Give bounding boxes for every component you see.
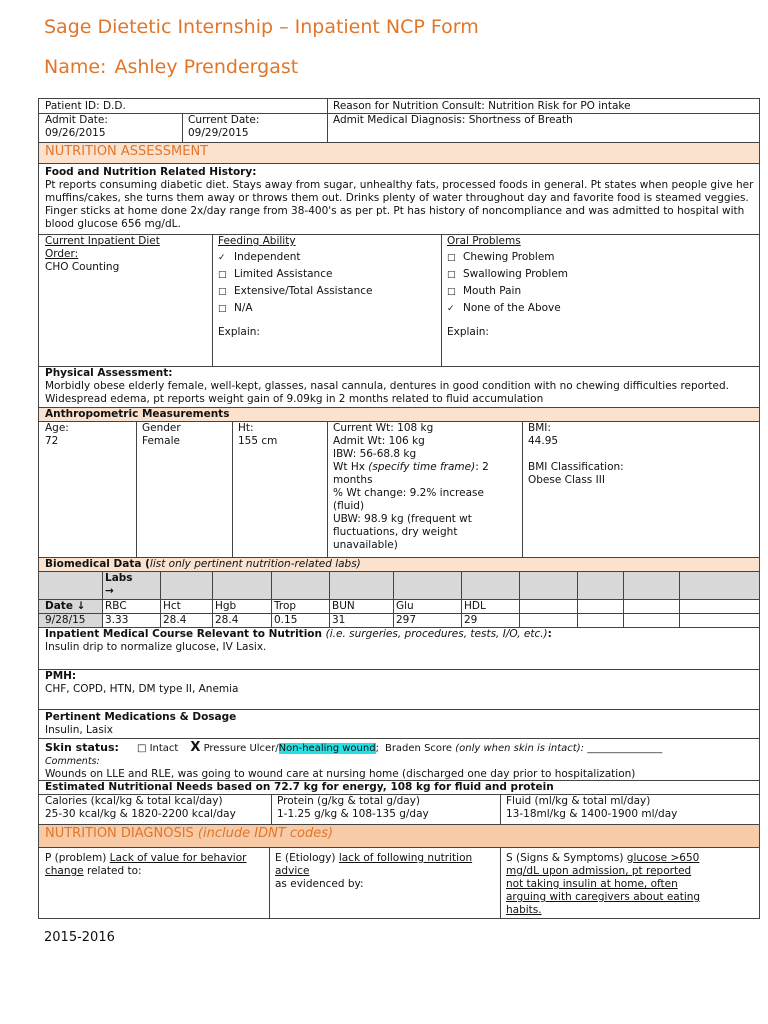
diet-order: Current Inpatient Diet Order: CHO Counting (39, 235, 212, 274)
option-row (218, 251, 441, 265)
pes-etiology: E (Etiology) lack of following nutrition advice as evidenced by: (275, 852, 473, 890)
lab-value-bun: 31 (332, 614, 346, 626)
option-row (447, 285, 759, 299)
form-title: Sage Dietetic Internship – Inpatient NCP Form (44, 16, 479, 38)
food-history: Food and Nutrition Related History: Pt reports consuming diabetic diet. Stays away from sugar, unhealthy fats, processed foods in general. Pt states when people give her muffins/cakes, she turns them away or throws them out. Drinks plenty of water throughout day and favorite food is steamed veggies. Finger sticks at home done 2x/day range from 38-400's as per pt. Pt has history of noncompliance and was admitted to hospital with blood glucose 656 mg/dL. (45, 166, 754, 230)
lab-value-hdl: 29 (464, 614, 478, 626)
feeding-ability: Feeding Ability ✓ Independent □ Limited Assistance □ Extensive/Total Assistance □ N/A Explain: (212, 235, 441, 339)
lab-header-hgb: Hgb (215, 600, 237, 612)
lab-value-hct: 28.4 (163, 614, 187, 626)
lab-date: 9/28/15 (45, 614, 86, 626)
medical-course: Inpatient Medical Course Relevant to Nutrition (i.e. surgeries, procedures, tests, I/O, etc.): Insulin drip to normalize glucose, IV Lasix. (39, 628, 755, 654)
checkbox-icon: □ (218, 304, 227, 314)
name-value: Ashley Prendergast (114, 56, 299, 78)
pmh: PMH: CHF, COPD, HTN, DM type II, Anemia (39, 670, 755, 696)
checkbox-icon: □ (218, 270, 227, 280)
option-label: N/A (234, 302, 253, 314)
checkbox-icon: □ (447, 270, 456, 280)
lab-value-hgb: 28.4 (215, 614, 239, 626)
checkbox-icon: □ (447, 253, 456, 263)
footer-year: 2015-2016 (44, 930, 115, 945)
option-label: Extensive/Total Assistance (234, 285, 373, 297)
height-value: 155 cm (238, 435, 278, 447)
age: Age: 72 (39, 422, 136, 448)
option-row (218, 302, 441, 316)
labs-label: Labs → (105, 572, 133, 597)
option-label: None of the Above (463, 302, 561, 314)
lab-header-glu: Glu (396, 600, 414, 612)
check-icon: ✓ (218, 253, 226, 263)
admit-diagnosis: Admit Medical Diagnosis: Shortness of Breath (333, 114, 573, 126)
nutrition-diagnosis-heading: NUTRITION DIAGNOSIS (include IDNT codes) (45, 827, 334, 840)
option-label: Swallowing Problem (463, 268, 569, 280)
fluid-needs: Fluid (ml/kg & total ml/day) 13-18ml/kg & 1400-1900 ml/day (500, 795, 759, 821)
ncp-form (38, 98, 760, 919)
anthropometric-heading: Anthropometric Measurements (45, 408, 230, 420)
nutrition-assessment-heading: NUTRITION ASSESSMENT (45, 145, 209, 158)
skin-comments: Wounds on LLE and RLE, was going to wound care at nursing home (discharged one day prior to hospitalization) (45, 768, 636, 780)
check-icon: ✓ (447, 304, 455, 314)
intact-checkbox: □ (136, 743, 147, 754)
pes-problem: P (problem) Lack of value for behavior change related to: (45, 852, 247, 877)
option-label: Chewing Problem (463, 251, 555, 263)
oral-options (447, 251, 759, 316)
physical-assessment-text: Morbidly obese elderly female, well-kept, glasses, nasal cannula, dentures in good condition with no chewing difficulties reported. Widespread edema, pt reports weight gain of 9.09kg in 2 months related to fluid accumulation (45, 380, 730, 405)
admit-date-value: 09/26/2015 (45, 127, 106, 139)
calorie-needs-value: 25-30 kcal/kg & 1820-2200 kcal/day (45, 808, 236, 820)
lab-header-trop: Trop (274, 600, 297, 612)
protein-needs: Protein (g/kg & total g/day) 1-1.25 g/kg & 108-135 g/day (271, 795, 500, 821)
student-name (44, 56, 298, 78)
option-row (447, 268, 759, 282)
option-row (218, 285, 441, 299)
bmi-value: 44.95 (528, 435, 559, 447)
gender: Gender Female (136, 422, 232, 448)
pmh-text: CHF, COPD, HTN, DM type II, Anemia (45, 683, 239, 695)
biomedical-heading: Biomedical Data (list only pertinent nutrition-related labs) (45, 558, 361, 570)
food-history-text: Pt reports consuming diabetic diet. Stays away from sugar, unhealthy fats, processed foods in general. Pt states when people give her muffins/cakes, she turns them away or throws them out. Drinks plenty of water throughout day and favorite food is steamed veggies. Finger sticks at home done 2x/day range from 38-400's as per pt. Pt has history of noncompliance and was admitted to hospital with blood glucose 656 mg/dL. (45, 179, 754, 230)
calorie-needs: Calories (kcal/kg & total kcal/day) 25-30 kcal/kg & 1820-2200 kcal/day (39, 795, 271, 821)
oral-problems: Oral Problems □ Chewing Problem □ Swallowing Problem □ Mouth Pain ✓ None of the Above Explain: (441, 235, 759, 339)
option-label: Limited Assistance (234, 268, 333, 280)
medications: Pertinent Medications & Dosage Insulin, Lasix (39, 711, 755, 737)
current-date: Current Date: 09/29/2015 (182, 114, 327, 140)
option-row (447, 302, 759, 316)
lab-header-hdl: HDL (464, 600, 486, 612)
lab-header-rbc: RBC (105, 600, 127, 612)
pressure-ulcer-mark: X (190, 741, 201, 755)
feeding-options (218, 251, 441, 316)
checkbox-icon: □ (447, 287, 456, 297)
option-label: Independent (234, 251, 301, 263)
option-row (218, 268, 441, 282)
medical-course-text: Insulin drip to normalize glucose, IV Lasix. (45, 641, 267, 653)
lab-header-hct: Hct (163, 600, 181, 612)
bmi-class-value: Obese Class III (528, 474, 605, 486)
medications-text: Insulin, Lasix (45, 724, 113, 736)
lab-value-trop: 0.15 (274, 614, 298, 626)
lab-header-bun: BUN (332, 600, 355, 612)
option-label: Mouth Pain (463, 285, 522, 297)
name-label: Name: (44, 56, 107, 78)
protein-needs-value: 1-1.25 g/kg & 108-135 g/day (277, 808, 429, 820)
skin-status: Skin status: □ Intact X Pressure Ulcer/Non-healing wound; Braden Score (only when skin is intact): _______________ Comments: Wounds on LLE and RLE, was going to wound care at nursing home (discharged one day prior to hospitalization) (39, 741, 755, 781)
physical-assessment: Physical Assessment: Morbidly obese elderly female, well-kept, glasses, nasal cannula, dentures in good condition with no chewing difficulties reported. Widespread edema, pt reports weight gain of 9.09kg in 2 months related to fluid accumulation (39, 367, 755, 406)
option-row (447, 251, 759, 265)
consult-reason: Reason for Nutrition Consult: Nutrition Risk for PO intake (333, 100, 631, 112)
date-header: Date ↓ (45, 600, 86, 612)
pes-signs-symptoms: S (Signs & Symptoms) glucose >650 mg/dL upon admission, pt reported not taking insulin at home, often arguing with caregivers about eating habits. (506, 852, 701, 916)
lab-value-glu: 297 (396, 614, 417, 626)
needs-heading: Estimated Nutritional Needs based on 72.7 kg for energy, 108 kg for fluid and protein (45, 781, 554, 793)
gender-value: Female (142, 435, 180, 447)
patient-id: Patient ID: D.D. (45, 100, 126, 112)
bmi: BMI: 44.95 BMI Classification: Obese Class III (522, 422, 759, 487)
fluid-needs-value: 13-18ml/kg & 1400-1900 ml/day (506, 808, 678, 820)
diet-order-value: CHO Counting (45, 261, 120, 273)
height: Ht: 155 cm (232, 422, 327, 448)
checkbox-icon: □ (218, 287, 227, 297)
current-date-value: 09/29/2015 (188, 127, 249, 139)
age-value: 72 (45, 435, 59, 447)
weight-details: Current Wt: 108 kg Admit Wt: 106 kg IBW: 56-68.8 kg Wt Hx (specify time frame): 2 months % Wt change: 9.2% increase (fluid) UBW: 98.9 kg (frequent wt fluctuations, dry weight unavailable) (333, 422, 489, 551)
admit-date: Admit Date: 09/26/2015 (39, 114, 182, 140)
lab-value-rbc: 3.33 (105, 614, 129, 626)
